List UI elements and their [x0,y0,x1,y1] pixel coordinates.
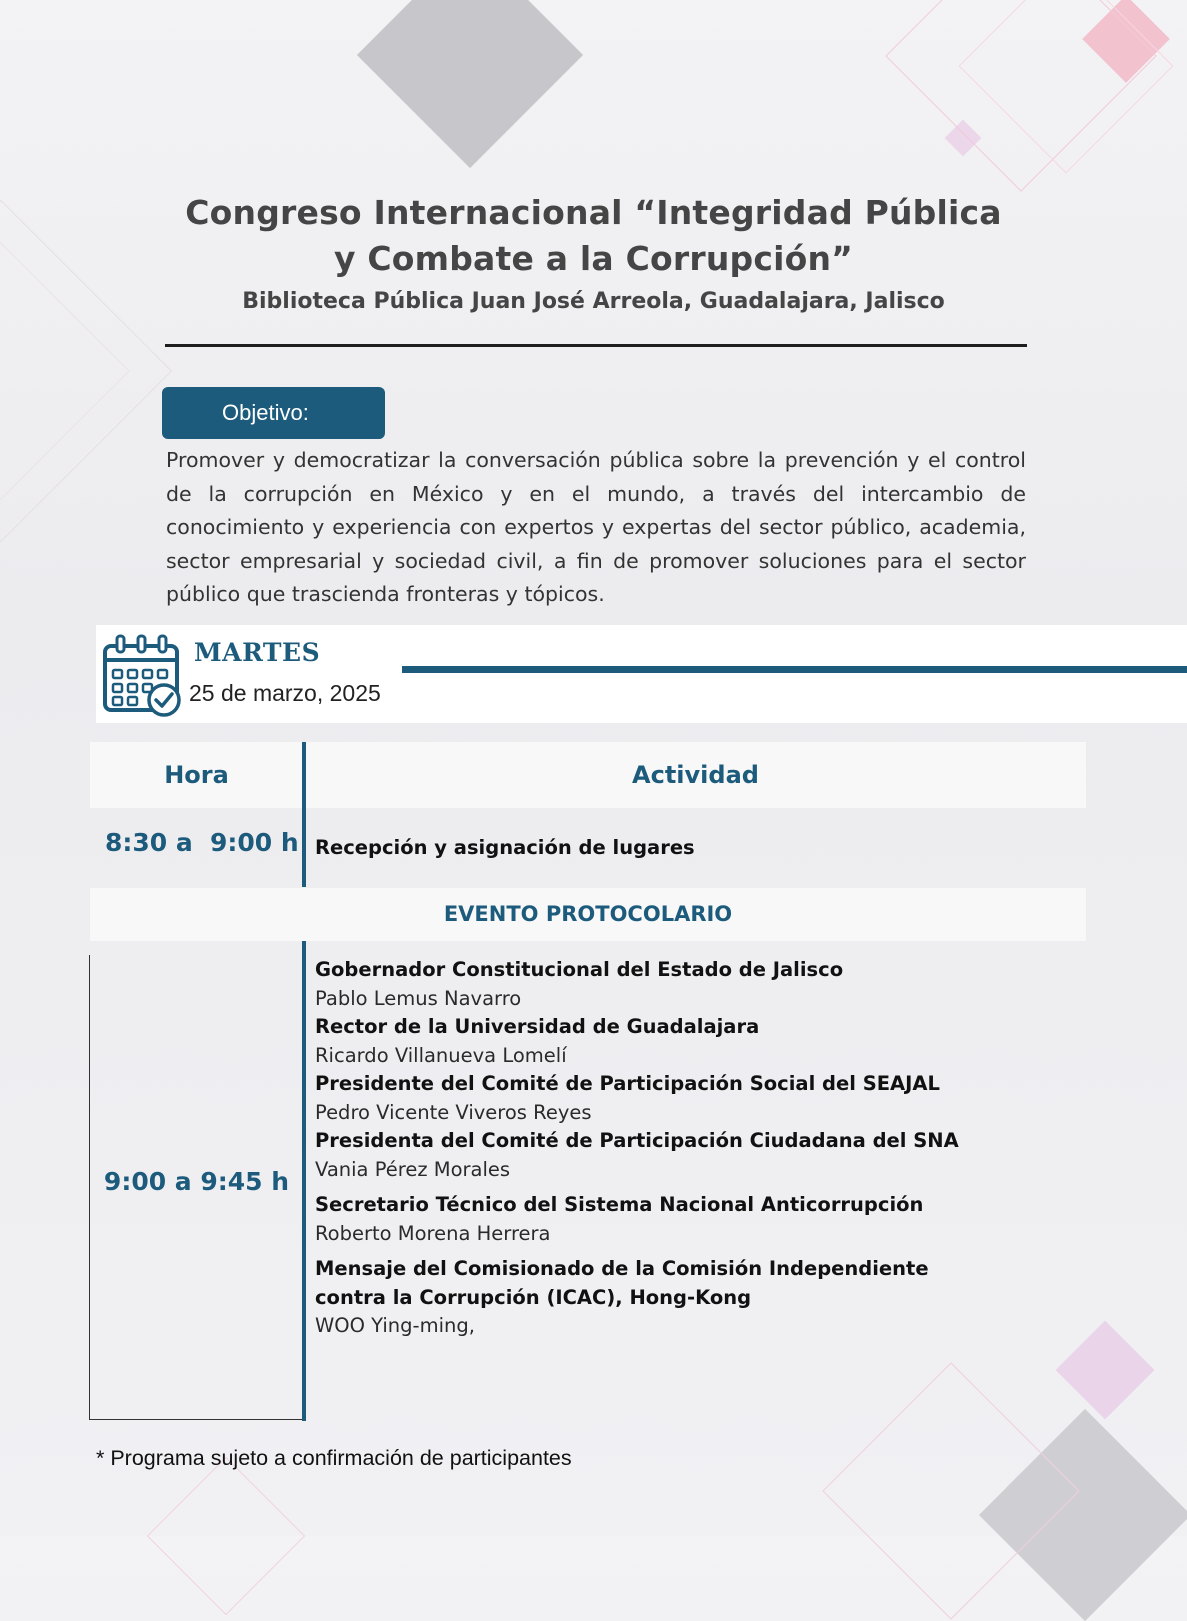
column-header-time: Hora [164,761,229,789]
decor-gray-diamond-top [357,0,583,168]
speaker-name: Pedro Vicente Viveros Reyes [315,1100,592,1124]
speaker-block [315,1255,995,1341]
objective-text: Promover y democratizar la conversación pública sobre la prevención y el control de la corrupción en México y en el mundo, a través del intercambio de conocimiento y experiencia con expertos y expertas del sector público, academia, sector empresarial y sociedad civil, a fin de promover soluciones para el sector público que trascienda fronteras y tópicos. [166,448,1026,606]
speaker-name: Roberto Morena Herrera [315,1221,551,1245]
speaker-name: WOO Ying-ming, [315,1314,475,1337]
row2-time: 9:00 a 9:45 h [103,1167,290,1196]
speaker-role: Presidente del Comité de Participación Social del SEAJAL [315,1072,940,1095]
column-header-activity: Actividad [632,761,759,789]
footnote: * Programa sujeto a confirmación de participantes [96,1446,572,1470]
row1-activity: Recepción y asignación de lugares [315,836,695,859]
day-name: MARTES [194,638,321,667]
speaker-name: Vania Pérez Morales [315,1157,511,1181]
row1-time-end: 9:00 h [210,828,299,857]
calendar-check-icon [102,633,182,719]
title-line-1: Congreso Internacional “Integridad Pública [185,193,1002,232]
speaker-role: Mensaje del Comisionado de la Comisión Independiente contra la Corrupción (ICAC), Hong-Kong [315,1257,929,1309]
row1-time-start: 8:30 a [105,828,193,857]
speaker-name: Pablo Lemus Navarro [315,986,522,1010]
day-accent-line [402,666,1187,673]
speaker-role: Presidenta del Comité de Participación Ciudadana del SNA [315,1129,959,1152]
header-divider [165,344,1027,347]
section-label-protocol: EVENTO PROTOCOLARIO [90,888,1086,941]
speaker-role: Secretario Técnico del Sistema Nacional Anticorrupción [315,1193,924,1216]
objective-badge: Objetivo: [162,387,385,439]
speaker-block [315,956,1015,1184]
decor-pink-diamond-bottom [1056,1321,1155,1420]
speaker-block [315,1191,1015,1248]
column-divider-top [302,742,306,887]
venue-subtitle: Biblioteca Pública Juan José Arreola, Guadalajara, Jalisco [242,289,945,314]
document-header [0,190,1187,320]
speaker-role: Gobernador Constitucional del Estado de Jalisco [315,958,844,981]
title-line-2: y Combate a la Corrupción” [333,239,854,278]
decor-pink-outline-bottom [822,1362,1079,1619]
speaker-name: Ricardo Villanueva Lomelí [315,1043,567,1067]
speaker-role: Rector de la Universidad de Guadalajara [315,1015,760,1038]
decor-pink-outline-bottom-left [147,1457,305,1615]
day-date: 25 de marzo, 2025 [189,680,381,706]
